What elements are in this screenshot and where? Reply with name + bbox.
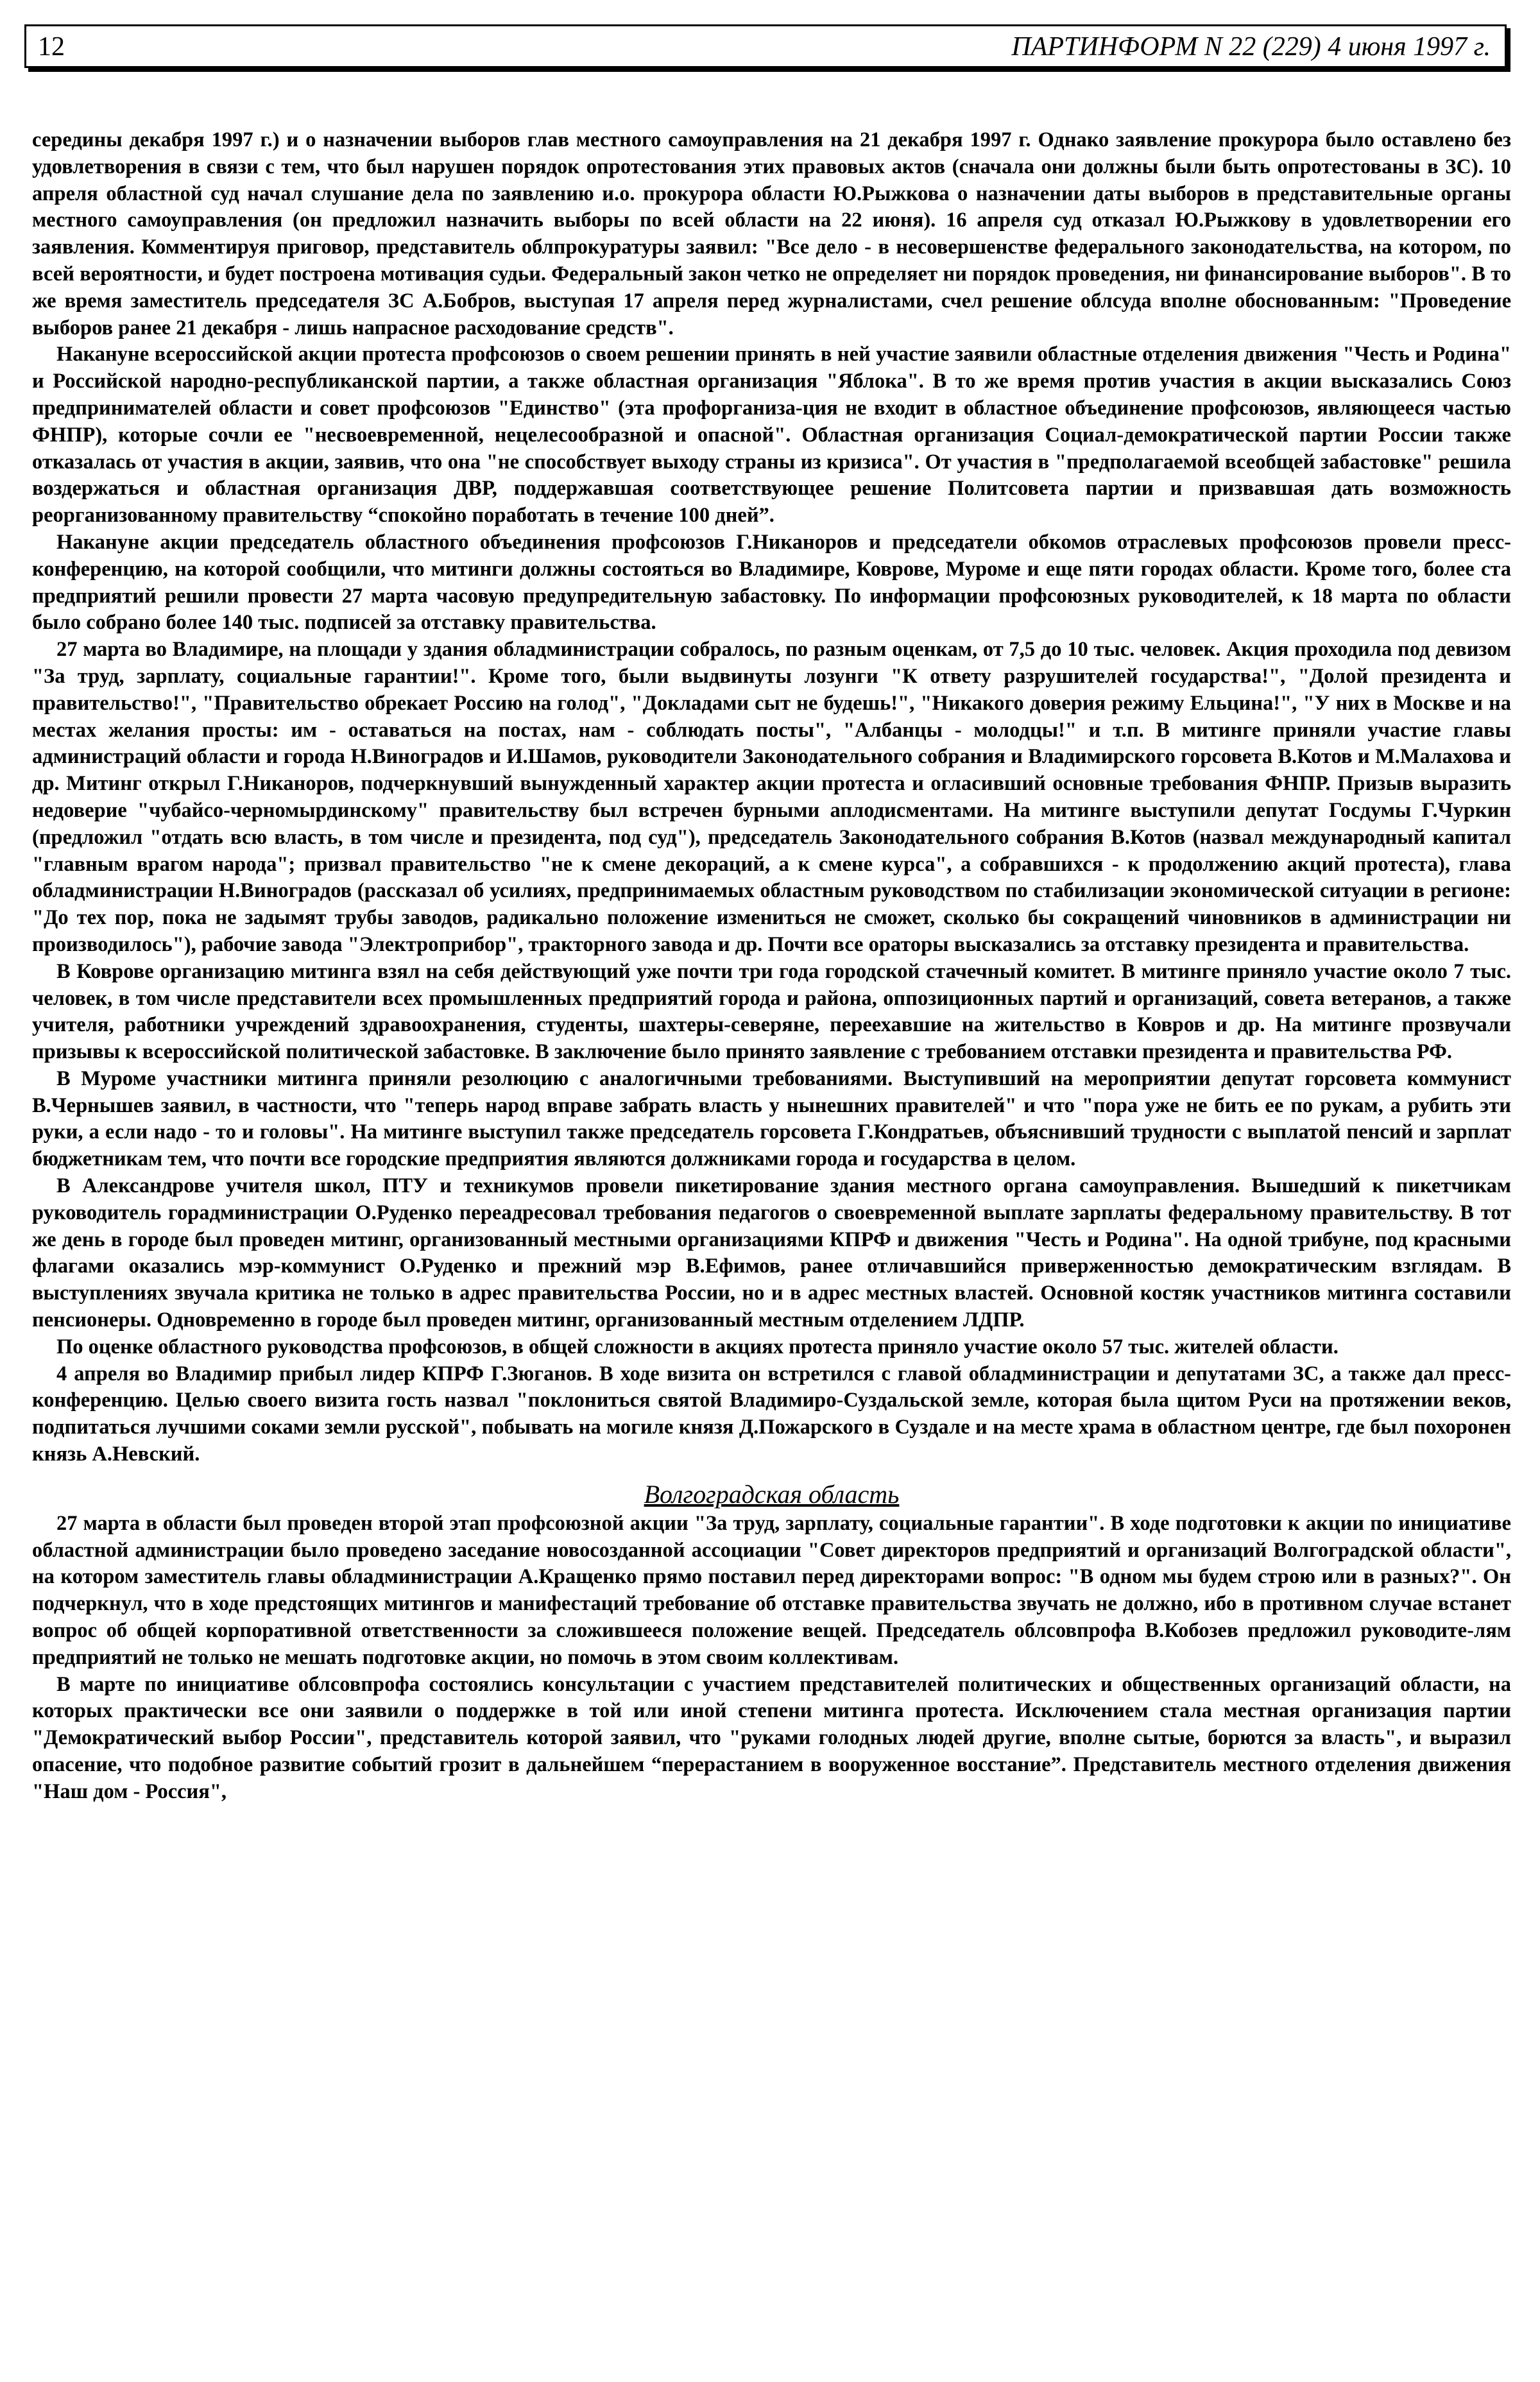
paragraph: середины декабря 1997 г.) и о назначении выборов глав местного самоуправления на 21 декабря 1997 г. Однако заявление прокурора было оставлено без удовлетворения в связи с тем, что был нарушен порядок опротестования этих правовых актов (сначала они должны были быть опротестованы в ЗС). 10 апреля областной суд начал слушание дела по заявлению и.о. прокурора области Ю.Рыжкова о назначении даты выборов в представительные органы местного самоуправления (он предложил назначить выборы по всей области на 22 июня). 16 апреля суд отказал Ю.Рыжкову в удовлетворении его заявления. Комментируя приговор, представитель облпрокуратуры заявил: "Все дело - в несовершенстве федерального законодательства, на котором, по всей вероятности, и будет построена мотивация судьи. Федеральный закон четко не определяет ни порядок проведения, ни финансирование выборов". В то же время заместитель председателя ЗС А.Бобров, выступая 17 апреля перед журналистами, счел решение облсуда вполне обоснованным: "Проведение выборов ранее 21 декабря - лишь напрасное расходование средств".: [32, 128, 1511, 339]
paragraph: Накануне всероссийской акции протеста профсоюзов о своем решении принять в ней участие заявили областные отделения движения "Честь и Родина" и Российской народно-республиканской партии, а также областная организация "Яблока". В то же время против участия в акции высказались Союз предпринимателей области и совет профсоюзов "Единство" (эта профорганиза-ция не входит в областное объединение профсоюзов, являющееся частью ФНПР), которые сочли ее "несвоевременной, нецелесообразной и опасной". Областная организация Социал-демократической партии России также отказалась от участия в акции, заявив, что она "не способствует выходу страны из кризиса". От участия в "предполагаемой всеобщей забастовке" решила воздержаться и областная организация ДВР, поддержавшая соответствующее решение Политсовета партии и призвавшая дать возможность реорганизованному правительству “спокойно поработать в течение 100 дней”.: [32, 343, 1511, 527]
paragraph: 27 марта во Владимире, на площади у здания обладминистрации собралось, по разным оценкам, от 7,5 до 10 тыс. человек. Акция проходила под девизом "За труд, зарплату, социальные гарантии!". Кроме того, были выдвинуты лозунги "К ответу разрушителей государства!", "Долой президента и правительство!", "Правительство обрекает Россию на голод", "Докладами сыт не будешь!", "Никакого доверия режиму Ельцина!", "У них в Москве и на местах желания просты: им - оставаться на постах, нам - соблюдать посты", "Албанцы - молодцы!" и т.п. В митинге приняли участие главы администраций области и города Н.Виноградов и И.Шамов, руководители Законодательного собрания и Владимирского горсовета В.Котов и М.Малахова и др. Митинг открыл Г.Никаноров, подчеркнувший вынужденный характер акции протеста и огласивший основные требования ФНПР. Призыв выразить недоверие "чубайсо-черномырдинскому" правительству был встречен бурными аплодисментами. На митинге выступили депутат Госдумы Г.Чуркин (предложил "отдать всю власть, в том числе и президента, под суд"), председатель Законодательного собрания В.Котов (назвал международный капитал "главным врагом народа"; призвал правительство "не к смене декораций, а к смене курса", а собравшихся - к продолжению акций протеста), глава обладминистрации Н.Виноградов (рассказал об усилиях, предпринимаемых областным руководством по стабилизации экономической ситуации в регионе: "До тех пор, пока не задымят трубы заводов, радикально положение измениться не сможет, сколько бы сокращений чиновников в администрации ни производилось"), рабочие завода "Электроприбор", тракторного завода и др. Почти все ораторы высказались за отставку президента и правительства.: [32, 638, 1511, 956]
paragraph: 4 апреля во Владимир прибыл лидер КПРФ Г.Зюганов. В ходе визита он встретился с главой обладминистрации и депутатами ЗС, а также дал пресс-конференцию. Целью своего визита гость назвал "поклониться святой Владимиро-Суздальской земле, которая была щитом Руси на протяжении веков, подпитаться лучшими соками земли русской", побывать на могиле князя Д.Пожарского в Суздале и на месте храма в областном центре, где был похоронен князь А.Невский.: [32, 1362, 1511, 1466]
article-body: [32, 127, 1511, 1806]
section-heading: Волгоградская область: [644, 1479, 900, 1509]
paragraph: Накануне акции председатель областного объединения профсоюзов Г.Никаноров и председатели обкомов отраслевых профсоюзов провели пресс-конференцию, на которой сообщили, что митинги должны состояться во Владимире, Коврове, Муроме и еще пяти городах области. Кроме того, более ста предприятий решили провести 27 марта часовую предупредительную забастовку. По информации профсоюзных руководителей, к 18 марта по области было собрано более 140 тыс. подписей за отставку правительства.: [32, 530, 1511, 635]
paragraph: В марте по инициативе облсовпрофа состоялись консультации с участием представителей политических и общественных организаций области, на которых практически все они заявили о поддержке в той или иной степени митинга протеста. Исключением стала местная организация партии "Демократический выбор России", представитель которой заявил, что "руками голодных людей другие, вполне сытые, борются за власть", и выразил опасение, что подобное развитие событий грозит в дальнейшем “перерастанием в вооруженное восстание”. Представитель местного отделения движения "Наш дом - Россия",: [32, 1672, 1511, 1803]
paragraph: По оценке областного руководства профсоюзов, в общей сложности в акциях протеста приняло участие около 57 тыс. жителей области.: [56, 1335, 1339, 1358]
paragraph: В Муроме участники митинга приняли резолюцию с аналогичными требованиями. Выступивший на мероприятии депутат горсовета коммунист В.Чернышев заявил, в частности, что "теперь народ вправе забрать власть у нынешних правителей" и что "пора уже не бить ее по рукам, а рубить эти руки, а если надо - то и головы". На митинге выступил также председатель горсовета Г.Кондратьев, объяснивший трудности с выплатой пенсий и зарплат бюджетникам тем, что почти все городские предприятия являются должниками города и государства в целом.: [32, 1067, 1511, 1171]
paragraph: В Александрове учителя школ, ПТУ и техникумов провели пикетирование здания местного органа самоуправления. Вышедший к пикетчикам руководитель горадминистрации О.Руденко переадресовал требования педагогов о своевременной выплате зарплаты федеральному правительству. В тот же день в городе был проведен митинг, организованный местными организациями КПРФ и движения "Честь и Родина". На одной трибуне, под красными флагами оказались мэр-коммунист О.Руденко и прежний мэр В.Ефимов, ранее отличавшийся приверженностью демократическим взглядам. В выступлениях звучала критика не только в адрес правительства России, но и в адрес местных властей. Основной костяк участников митинга составили пенсионеры. Одновременно в городе был проведен митинг, организованный местным отделением ЛДПР.: [32, 1174, 1511, 1332]
paragraph: В Коврове организацию митинга взял на себя действующий уже почти три года городской стачечный комитет. В митинге приняло участие около 7 тыс. человек, в том числе представители всех промышленных предприятий города и района, оппозиционных партий и организаций, совета ветеранов, а также учителя, работники учреждений здравоохранения, студенты, шахтеры-северяне, переехавшие на жительство в Ковров и др. На митинге прозвучали призывы к всероссийской политической забастовке. В заключение было принято заявление с требованием отставки президента и правительства РФ.: [32, 959, 1511, 1064]
paragraph: 27 марта в области был проведен второй этап профсоюзной акции "За труд, зарплату, социальные гарантии". В ходе подготовки к акции по инициативе областной администрации было проведено заседание новосозданной ассоциации "Совет директоров предприятий и организаций Волгоградской области", на котором заместитель главы обладминистрации А.Кращенко прямо поставил перед директорами вопрос: "В одном мы будем строю или в разных?". Он подчеркнул, что в ходе предстоящих митингов и манифестаций требование об отставке правительства звучать не должно, ибо в противном случае встанет вопрос об общей корпоративной ответственности за сложившееся положение вещей. Председатель облсовпрофа В.Кобозев предложил руководите-лям предприятий не только не мешать подготовке акции, но помочь в этом своим коллективам.: [32, 1511, 1511, 1669]
page-number: 12: [38, 32, 65, 62]
page-header: [24, 24, 1507, 68]
issue-title: ПАРТИНФОРМ N 22 (229) 4 июня 1997 г.: [1011, 32, 1491, 62]
